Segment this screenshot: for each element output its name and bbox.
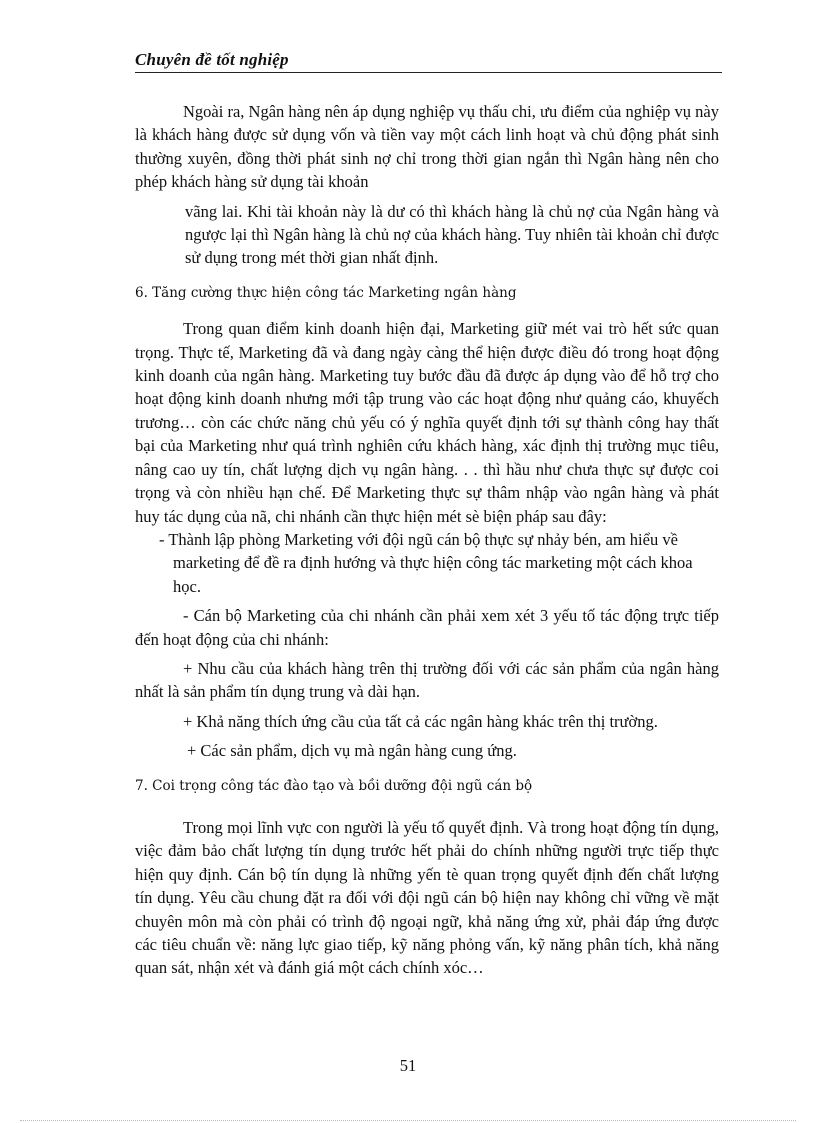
header-title: Chuyên đề tốt nghiệp	[135, 50, 289, 69]
paragraph-current-account: vãng lai. Khi tài khoản này là dư có thì khách hàng là chủ nợ của Ngân hàng và ngược lại thì Ngân hàng là chủ nợ của khách hàng. Tuy nhiên tài khoản chỉ được sử dụng trong mét thời gian nhất định.	[185, 201, 719, 268]
footer-divider	[20, 1120, 796, 1121]
factor-customer-demand: + Nhu cầu của khách hàng trên thị trường đối với các sản phẩm của ngân hàng nhất là sản phẩm tín dụng trung và dài hạn.	[135, 658, 719, 702]
marketing-bullet-2: - Cán bộ Marketing của chi nhánh cần phải xem xét 3 yếu tố tác động trực tiếp đến hoạt động của chi nhánh:	[135, 606, 719, 649]
marketing-bullet-1: - Thành lập phòng Marketing với đội ngũ cán bộ thực sự nhảy bén, am hiểu về marketing để đề ra định hướng và thực hiện công tác marketing một cách khoa học.	[159, 529, 693, 596]
paragraph-training: Trong mọi lĩnh vực con người là yếu tố quyết định. Và trong hoạt động tín dụng, việc đảm bảo chất lượng tín dụng trước hết phải do chính những người trực tiếp thực hiện quy định. Cán bộ tín dụng là những yến tè quan trọng quyết định đến chất lượng tín dụng. Yêu cầu chung đặt ra đối với đội ngũ cán bộ hiện nay không chỉ vững về mặt chuyên môn mà còn phải có trình độ ngoại ngữ, khả năng ứng xử, phải đáp ứng được các tiêu chuẩn về: năng lực giao tiếp, kỹ năng phỏng vấn, kỹ năng phân tích, khả năng quan sát, nhận xét và đánh giá một cách chính xóc…	[135, 817, 719, 978]
section-heading-7: 7. Coi trọng công tác đào tạo và bồi dưỡng đội ngũ cán bộ	[135, 777, 533, 794]
factor-competitors: + Khả năng thích ứng cầu của tất cả các ngân hàng khác trên thị trường.	[183, 711, 658, 731]
page-header	[135, 50, 722, 73]
page-body	[135, 100, 719, 980]
paragraph-overdraft: Ngoài ra, Ngân hàng nên áp dụng nghiệp vụ thấu chi, ưu điểm của nghiệp vụ này là khách hàng được sử dụng vốn và tiền vay một cách linh hoạt và chủ động phát sinh thường xuyên, đồng thời phát sinh nợ chỉ trong thời gian ngắn thì Ngân hàng nên cho phép khách hàng sử dụng tài khoản	[135, 102, 719, 192]
paragraph-marketing: Trong quan điểm kinh doanh hiện đại, Marketing giữ mét vai trò hết sức quan trọng. Thực tế, Marketing đã và đang ngày càng thể hiện được điều đó trong hoạt động kinh doanh của ngân hàng. Marketing tuy bước đầu đã được áp dụng vào để hỗ trợ cho hoạt động kinh doanh nhưng mới tập trung vào các hoạt động như quảng cáo, khuyếch trương… còn các chức năng chủ yếu có ý nghĩa quyết định tới sự thành công hay thất bại của Marketing như quá trình nghiên cứu khách hàng, xác định thị trường mục tiêu, nâng cao uy tín, chất lượng dịch vụ ngân hàng. . . thì hầu như chưa thực sự được coi trọng và còn nhiều hạn chế. Để Marketing thực sự thâm nhập vào ngân hàng và phát huy tác dụng của nã, chi nhánh cần thực hiện mét sè biện pháp sau đây:	[135, 319, 719, 526]
factor-products: + Các sản phẩm, dịch vụ mà ngân hàng cung ứng.	[187, 741, 517, 761]
section-heading-6: 6. Tăng cường thực hiện công tác Marketing ngân hàng	[135, 284, 517, 301]
page-number: 51	[399, 1056, 417, 1075]
